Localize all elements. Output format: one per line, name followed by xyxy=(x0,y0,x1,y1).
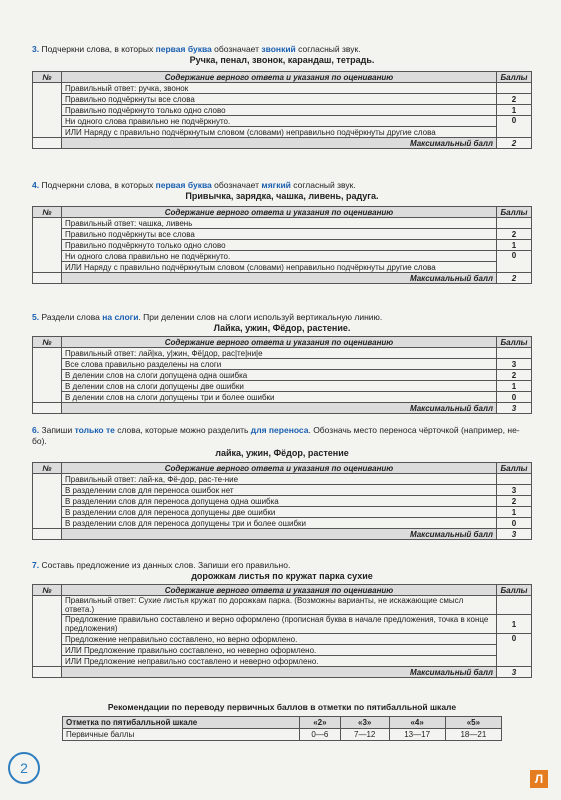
page-number: 2 xyxy=(8,752,40,784)
task-words: Привычка, зарядка, чашка, ливень, радуга. xyxy=(185,191,379,201)
task-words: Лайка, ужин, Фёдор, растение. xyxy=(213,323,351,333)
recommendation-title: Рекомендации по переводу первичных баллов в отметки по пятибалльной шкале xyxy=(107,702,457,712)
grading-table-4: № Содержание верного ответа и указания по оцениванию Баллы Правильный ответ: чашка, ливень Правильно подчёркнуты все слова 2 Правильно подчёркнуто только одно слово 1 Ни одного слова правильно не подчёркнуто. 0 ИЛИ Наряду с правильно подчёркнутым словом (словами) неправильно подчёркнуты другие слова Максимальный балл 2 xyxy=(32,206,532,284)
recommendation-table: Отметка по пятибалльной шкале «2» «3» «4» «5» Первичные баллы 0—6 7—12 13—17 18—21 xyxy=(62,716,502,741)
task-words: лайка, ужин, Фёдор, растение xyxy=(215,448,349,458)
task-5: 5. Раздели слова на слоги. При делении слов на слоги используй вертикальную линию. Лайка, ужин, Фёдор, растение. xyxy=(32,312,532,334)
labirint-logo-icon: Л xyxy=(530,770,548,788)
task-words: Ручка, пенал, звонок, карандаш, тетрадь. xyxy=(189,55,375,65)
task-words: дорожкам листья по кружат парка сухие xyxy=(191,571,373,581)
task-4: 4. Подчеркни слова, в которых первая буква обозначает мягкий согласный звук. Привычка, зарядка, чашка, ливень, радуга. xyxy=(32,180,532,202)
grading-table-3: № Содержание верного ответа и указания по оцениванию Баллы Правильный ответ: ручка, звонок Правильно подчёркнуты все слова 2 Правильно подчёркнуто только одно слово 1 Ни одного слова правильно не подчёркнуто. 0 ИЛИ Наряду с правильно подчёркнутым словом (словами) неправильно подчёркнуты другие слова Максимальный балл 2 xyxy=(32,71,532,149)
grading-table-6: № Содержание верного ответа и указания по оцениванию Баллы Правильный ответ: лай-ка, Фё-дор, рас-те-ние В разделении слов для переноса ошибок нет 3 В разделении слов для переноса допущена одна ошибка 2 В разделении слов для переноса допущены две ошибки 1 В разделении слов для переноса допущены три и более ошибки 0 Максимальный балл 3 xyxy=(32,462,532,540)
task-6: 6. Запиши только те слова, которые можно разделить для переноса. Обозначь место переноса чёрточкой (например, не-бо). лайка, ужин, Фёдор, растение xyxy=(32,425,532,459)
grading-table-7: № Содержание верного ответа и указания по оцениванию Баллы Правильный ответ: Сухие листья кружат по дорожкам парка. (Возможны варианты, не искажающие смысл ответа.) Предложение правильно составлено и верно оформлено (прописная буква в начале предложения, точка в конце предложения) 1 Предложение неправильно составлено, но верно оформлено. 0 ИЛИ Предложение правильно составлено, но неверно оформлено. ИЛИ Предложение неправильно составлено и неверно оформлено. Максимальный балл 3 xyxy=(32,584,532,678)
task-3: 3. Подчеркни слова, в которых первая буква обозначает звонкий согласный звук. Ручка, пенал, звонок, карандаш, тетрадь. xyxy=(32,44,532,66)
grading-table-5: № Содержание верного ответа и указания по оцениванию Баллы Правильный ответ: лай|ка, у|жин, Фё|дор, рас|те|ни|е Все слова правильно разделены на слоги 3 В делении слов на слоги допущена одна ошибка 2 В делении слов на слоги допущены две ошибки 1 В делении слов на слоги допущены три и более ошибки 0 Максимальный балл 3 xyxy=(32,336,532,414)
task-7: 7. Составь предложение из данных слов. Запиши его правильно. дорожкам листья по кружат парка сухие xyxy=(32,560,532,582)
